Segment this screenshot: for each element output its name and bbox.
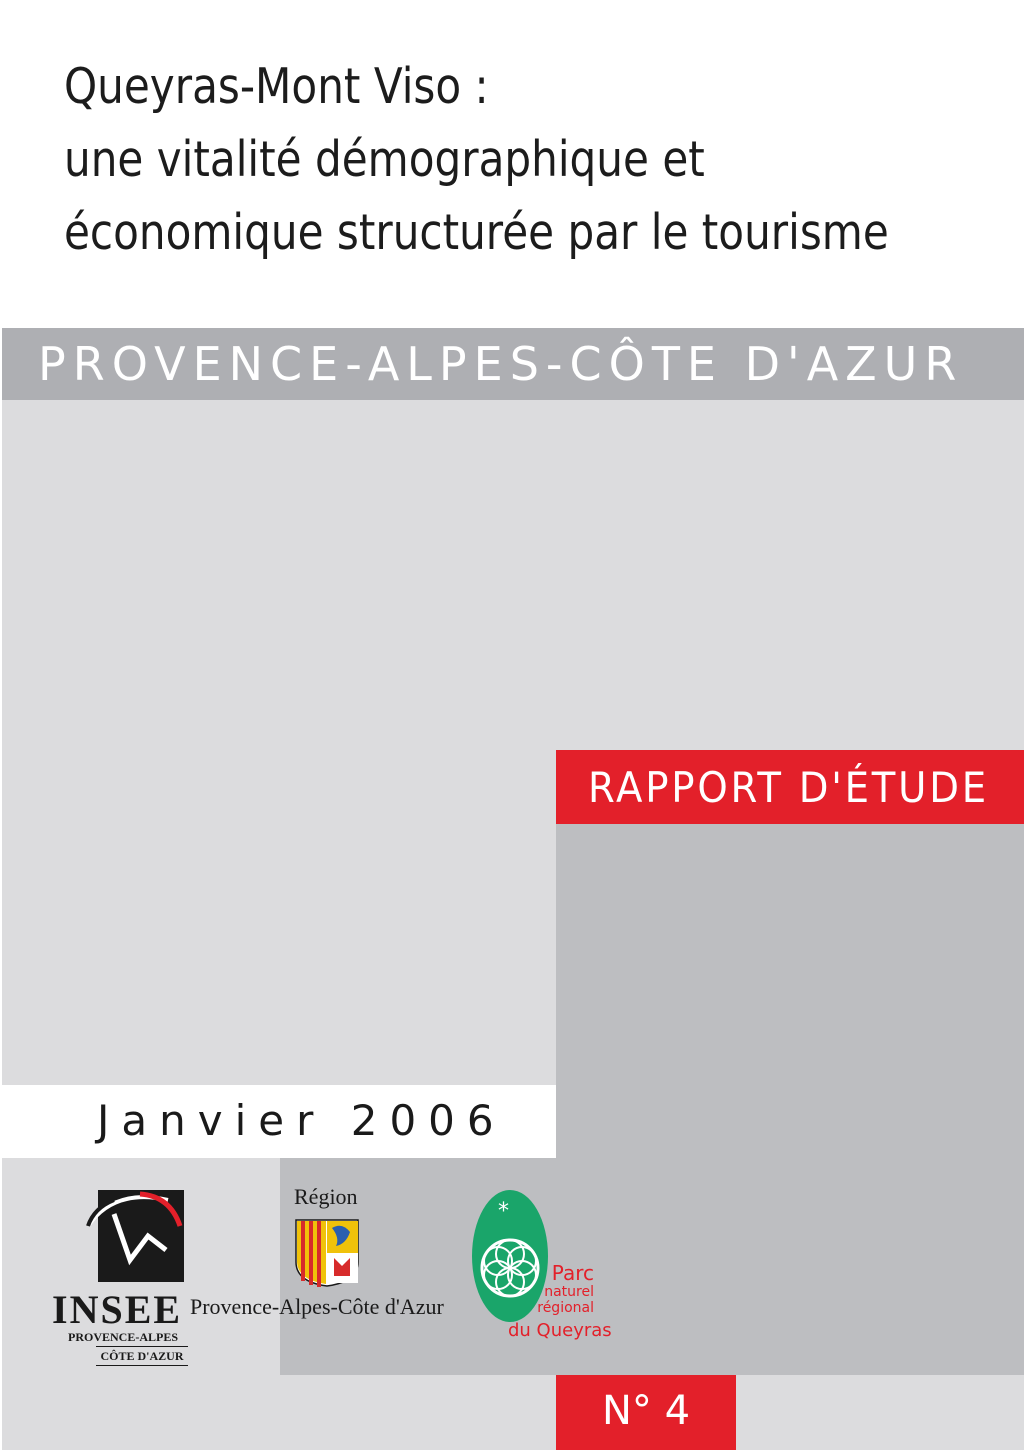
parc-label-line-3: régional (537, 1300, 594, 1316)
publication-date: Janvier 2006 (97, 1096, 506, 1145)
region-crest-icon (294, 1218, 360, 1288)
region-band-label: PROVENCE-ALPES-CÔTE D'AZUR (38, 337, 964, 391)
insee-name: INSEE (52, 1287, 183, 1332)
parc-label-line-2: naturel (544, 1284, 594, 1300)
title-line-1: Queyras-Mont Viso : (64, 58, 489, 115)
parc-queyras-label (508, 1261, 612, 1342)
report-type-label: RAPPORT D'ÉTUDE (588, 763, 989, 812)
insee-logo-icon (84, 1186, 188, 1286)
insee-subtitle (58, 1328, 188, 1366)
parc-label-line-1: Parc (551, 1261, 594, 1285)
title-line-3: économique structurée par le tourisme (64, 204, 889, 261)
region-logo-word: Région (294, 1184, 358, 1209)
insee-subtitle-line-1: PROVENCE-ALPES (67, 1330, 178, 1344)
report-title (64, 50, 889, 269)
svg-text:*: * (498, 1199, 509, 1224)
issue-number: N° 4 (601, 1388, 691, 1434)
region-logo-name: Provence-Alpes-Côte d'Azur (190, 1294, 444, 1319)
title-line-2: une vitalité démographique et (64, 131, 705, 188)
insee-subtitle-line-2: CÔTE D'AZUR (96, 1346, 188, 1366)
cover-dark-block (556, 750, 1024, 1375)
parc-label-line-4: du Queyras (508, 1320, 612, 1341)
